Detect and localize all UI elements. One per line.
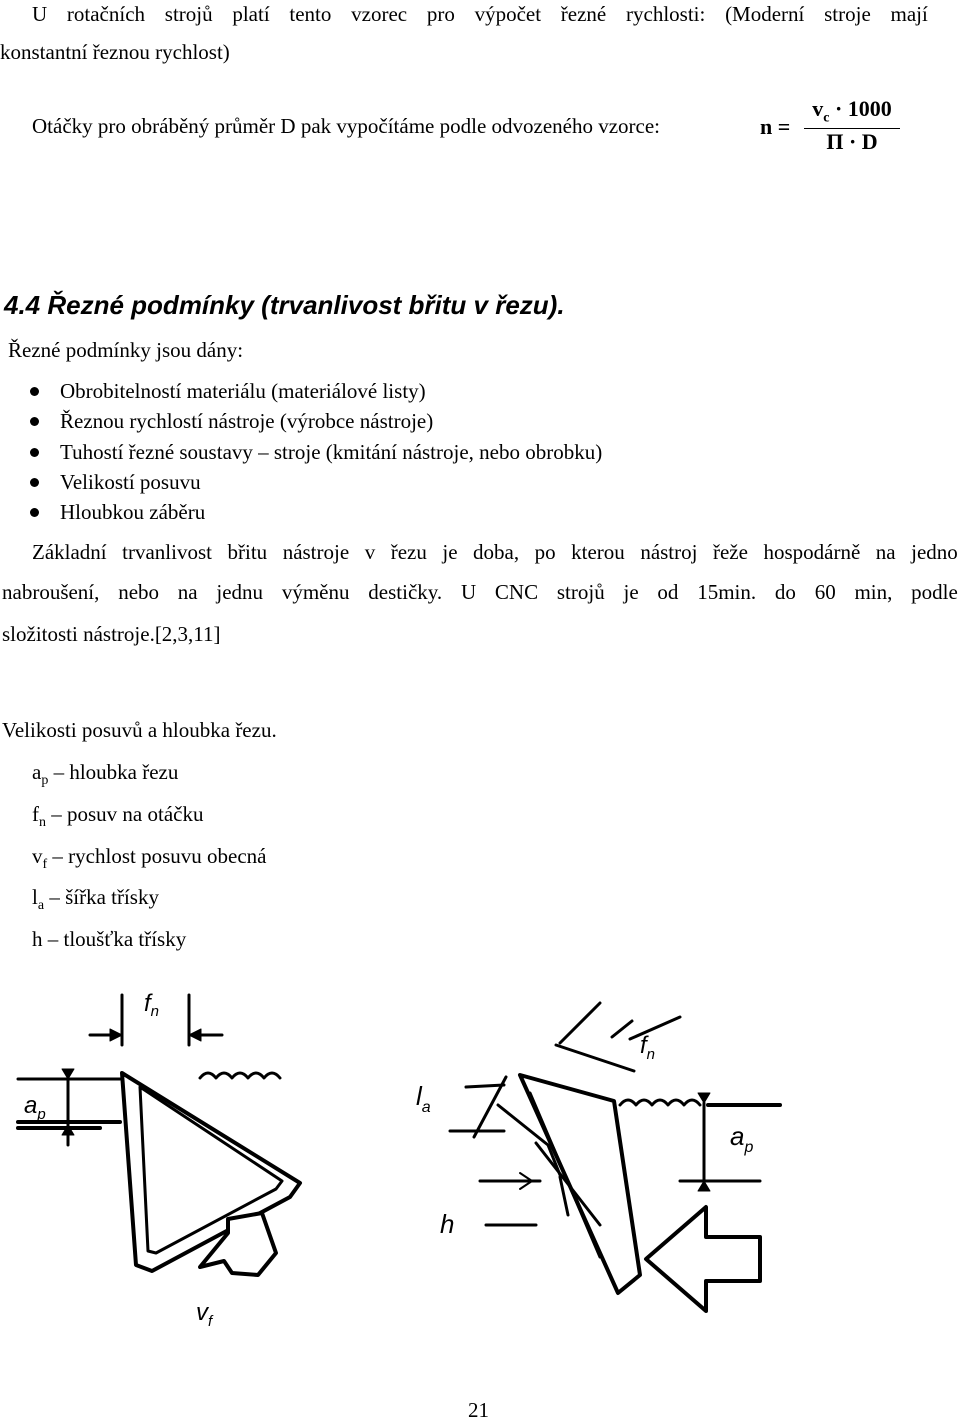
- def-text: – rychlost posuvu obecná: [52, 844, 267, 868]
- numerator-rest: · 1000: [834, 96, 892, 121]
- tool-life-line-2: [2, 580, 958, 605]
- tool-life-1-word: břitu: [227, 540, 268, 564]
- definition-h: [32, 927, 186, 952]
- intro-word: vzorec: [351, 2, 408, 26]
- list-item: Tuhostí řezné soustavy – stroje (kmitání nástroje, nebo obrobku): [30, 437, 602, 467]
- def-symbol: f: [32, 802, 39, 826]
- tool-life-line-1: [32, 540, 958, 565]
- tool-life-2-word: 15min.: [697, 580, 757, 604]
- definition-fn: [32, 802, 203, 831]
- def-symbol: l: [32, 885, 38, 909]
- page-number: 21: [468, 1398, 489, 1422]
- tool-life-1-word: řezu: [390, 540, 427, 564]
- formula-lhs: n =: [760, 114, 791, 139]
- tool-life-2-word: strojů: [556, 580, 605, 604]
- intro-word: výpočet: [474, 2, 542, 26]
- formula-fraction: [804, 96, 900, 160]
- tool-life-2-word: U: [460, 580, 477, 604]
- intro-word: mají: [890, 2, 928, 26]
- label-la-right: $l_a$: [416, 1081, 431, 1116]
- intro-line-1: [32, 2, 928, 27]
- label-fn-left: $f_n$: [144, 990, 160, 1020]
- tool-life-1-word: nástroj: [640, 540, 698, 564]
- def-text: – hloubka řezu: [53, 760, 179, 784]
- intro-word: tento: [289, 2, 332, 26]
- numerator-v: v: [812, 96, 824, 121]
- intro-word: rotačních: [66, 2, 146, 26]
- tool-life-2-word: nabroušení,: [2, 580, 100, 604]
- definition-vf: [32, 844, 266, 873]
- tool-life-1-word: Základní: [32, 540, 107, 564]
- tool-life-1-word: nástroje: [282, 540, 350, 564]
- label-h-right: h: [440, 1209, 455, 1239]
- def-subscript: p: [41, 773, 49, 789]
- intro-word: platí: [232, 2, 270, 26]
- list-item: Hloubkou záběru: [30, 497, 602, 527]
- list-item: Řeznou rychlostí nástroje (výrobce nástroje): [30, 406, 602, 436]
- feeds-title: Velikosti posuvů a hloubka řezu.: [2, 718, 277, 742]
- tool-life-1-word: v: [364, 540, 376, 564]
- tool-life-1-word: trvanlivost: [122, 540, 212, 564]
- tool-life-1-word: na: [875, 540, 896, 564]
- list-item: Velikostí posuvu: [30, 467, 602, 497]
- tool-life-1-word: kterou: [571, 540, 625, 564]
- tool-life-2-word: na: [177, 580, 198, 604]
- definition-ap: [32, 760, 178, 789]
- tool-life-2-word: od: [657, 580, 679, 604]
- section-heading: 4.4 Řezné podmínky (trvanlivost břitu v řezu).: [4, 290, 565, 320]
- def-subscript: f: [42, 857, 48, 873]
- conditions-label: Řezné podmínky jsou dány:: [8, 338, 244, 362]
- def-symbol: v: [32, 844, 43, 868]
- label-fn-right: $f_n$: [640, 1032, 656, 1063]
- def-text: – šířka třísky: [49, 885, 159, 909]
- right-diagram: [416, 1003, 780, 1311]
- formula-denominator: Π · D: [826, 129, 878, 154]
- def-subscript: a: [37, 898, 45, 914]
- label-vf-left: $v_f$: [196, 1299, 213, 1330]
- tool-life-1-word: řeže: [712, 540, 748, 564]
- def-text: – posuv na otáčku: [51, 802, 204, 826]
- tool-life-1-word: po: [534, 540, 556, 564]
- intro-word: U: [32, 2, 48, 26]
- tool-life-2-word: nebo: [118, 580, 160, 604]
- intro-word: (Moderní: [725, 2, 805, 26]
- left-diagram: [18, 990, 300, 1330]
- tool-life-2-word: podle: [911, 580, 958, 604]
- tool-life-2-word: výměnu: [281, 580, 350, 604]
- def-text: – tloušťka třísky: [47, 927, 187, 951]
- label-ap-right: $a_p$: [730, 1121, 754, 1156]
- intro-word: pro: [426, 2, 455, 26]
- tool-life-line-3: složitosti nástroje.[2,3,11]: [2, 622, 221, 646]
- tool-life-1-word: jedno: [911, 540, 958, 564]
- tool-life-1-word: je: [442, 540, 458, 564]
- intro-word: strojů: [164, 2, 213, 26]
- label-ap-left: $a_p$: [24, 1092, 46, 1123]
- def-symbol: h: [32, 927, 43, 951]
- tool-life-1-word: doba,: [473, 540, 520, 564]
- tool-life-2-word: 60: [814, 580, 836, 604]
- tool-life-2-word: je: [623, 580, 639, 604]
- intro-line-2: konstantní řeznou rychlost): [0, 40, 230, 64]
- cutting-diagram: [0, 975, 960, 1355]
- definition-la: [32, 885, 159, 914]
- tool-life-2-word: destičky.: [368, 580, 443, 604]
- tool-life-2-word: jednu: [216, 580, 264, 604]
- numerator-sub: c: [823, 110, 830, 126]
- intro-word: řezné: [560, 2, 607, 26]
- conditions-list: [30, 376, 602, 527]
- tool-life-2-word: do: [774, 580, 796, 604]
- def-symbol: a: [32, 760, 42, 784]
- tool-life-2-word: CNC: [494, 580, 539, 604]
- tool-life-1-word: hospodárně: [763, 540, 861, 564]
- def-subscript: n: [39, 815, 46, 831]
- intro-word: rychlosti:: [626, 2, 706, 26]
- formula-numerator: [804, 96, 900, 126]
- tool-life-2-word: min,: [854, 580, 893, 604]
- formula-intro: Otáčky pro obráběný průměr D pak vypočítáme podle odvozeného vzorce:: [32, 114, 661, 138]
- intro-word: stroje: [824, 2, 871, 26]
- list-item: Obrobitelností materiálu (materiálové listy): [30, 376, 602, 406]
